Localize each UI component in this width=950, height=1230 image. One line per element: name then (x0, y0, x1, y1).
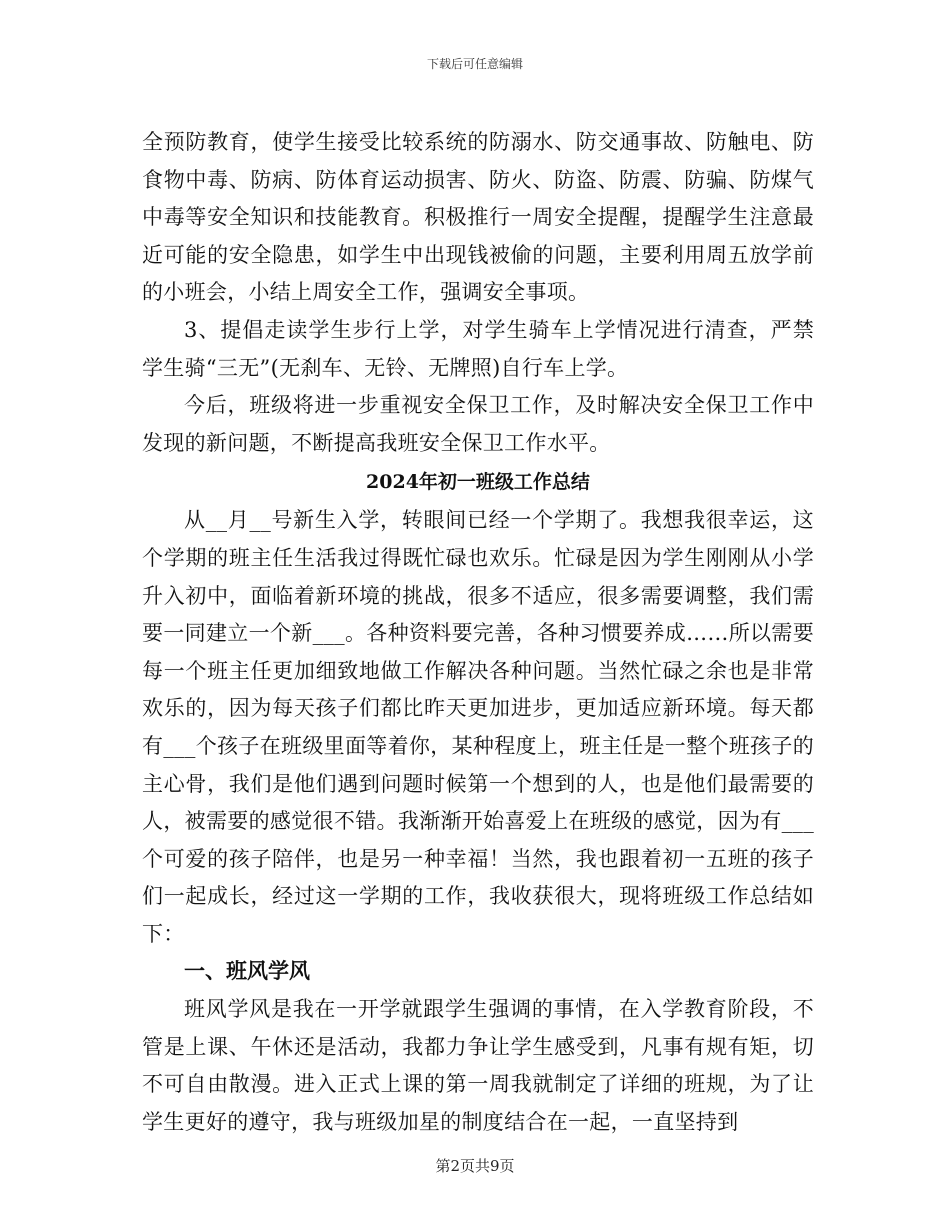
paragraph-walking-to-school: 3、提倡走读学生步行上学，对学生骑车上学情况进行清查，严禁学生骑“三无”(无刹车、无铃、无牌照)自行车上学。 (142, 317, 814, 380)
page-footer: 第2页共9页 (435, 1157, 515, 1175)
paragraph-safety-education: 全预防教育，使学生接受比较系统的防溺水、防交通事故、防触电、防食物中毒、防病、防体育运动损害、防火、防盗、防震、防骗、防煤气中毒等安全知识和技能教育。积极推行一周安全提醒，提醒学生注意最近可能的安全隐患，如学生中出现钱被偷的问题，主要利用周五放学前的小班会，小结上周安全工作，强调安全事项。 (142, 130, 814, 305)
paragraph-class-style: 班风学风是我在一开学就跟学生强调的事情，在入学教育阶段，不管是上课、午休还是活动，我都力争让学生感受到，凡事有规有矩，切不可自由散漫。进入正式上课的第一周我就制定了详细的班规，为了让学生更好的遵守，我与班级加星的制度结合在一起，一直坚持到 (142, 997, 814, 1134)
paragraph-future-plan: 今后，班级将进一步重视安全保卫工作，及时解决安全保卫工作中发现的新问题，不断提高我班安全保卫工作水平。 (142, 393, 814, 455)
document-body (142, 124, 814, 1141)
document-title: 2024年初一班级工作总结 (366, 471, 590, 494)
section-heading-class-style: 一、班风学风 (184, 959, 310, 984)
paragraph-introduction: 从__月__号新生入学，转眼间已经一个学期了。我想我很幸运，这个学期的班主任生活我过得既忙碌也欢乐。忙碌是因为学生刚刚从小学升入初中，面临着新环境的挑战，很多不适应，很多需要调整，我们需要一同建立一个新___。各种资料要完善，各种习惯要养成……所以需要每一个班主任更加细致地做工作解决各种问题。当然忙碌之余也是非常欢乐的，因为每天孩子们都比昨天更加进步，更加适应新环境。每天都有___个孩子在班级里面等着你，某种程度上，班主任是一整个班孩子的主心骨，我们是他们遇到问题时候第一个想到的人，也是他们最需要的人，被需要的感觉很不错。我渐渐开始喜爱上在班级的感觉，因为有___个可爱的孩子陪伴，也是另一种幸福！当然，我也跟着初一五班的孩子们一起成长，经过这一学期的工作，我收获很大，现将班级工作总结如下： (142, 508, 814, 946)
page-header: 下载后可任意编辑 (426, 57, 523, 71)
